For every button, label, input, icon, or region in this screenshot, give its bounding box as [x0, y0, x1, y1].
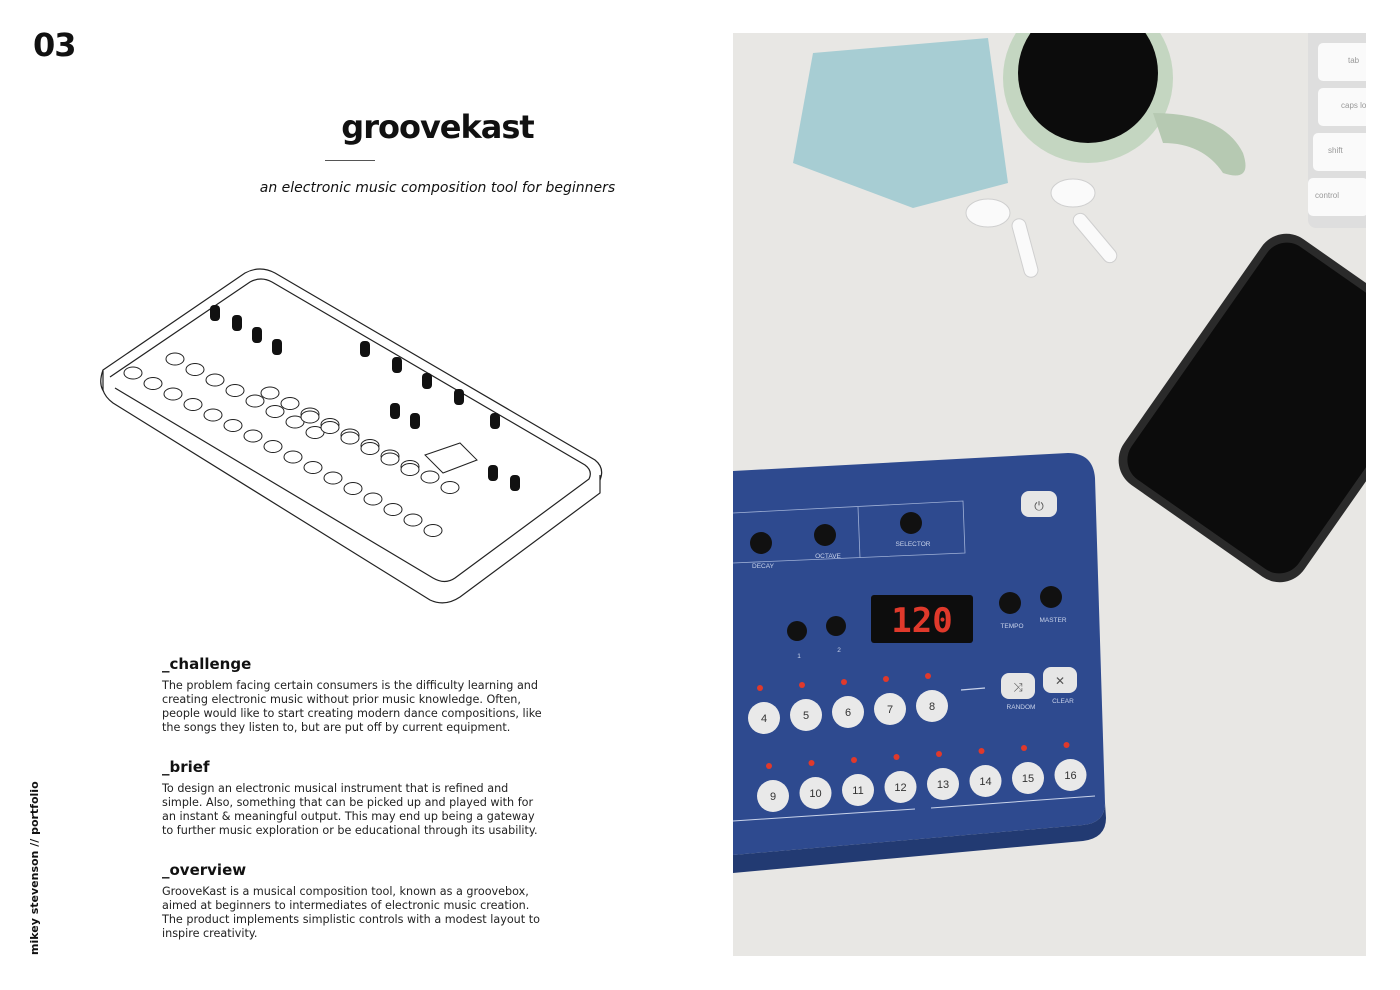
knob-selector[interactable] — [900, 512, 922, 534]
drawing-knob — [232, 315, 242, 331]
drawing-button — [301, 411, 319, 423]
step-label: 9 — [769, 791, 777, 803]
drawing-button — [261, 387, 279, 399]
step-led — [799, 682, 805, 688]
drawing-button — [184, 399, 202, 411]
drawing-button — [224, 420, 242, 432]
drawing-button — [344, 483, 362, 495]
drawing-button — [341, 432, 359, 444]
drawing-button — [264, 441, 282, 453]
drawing-button — [401, 464, 419, 476]
step-led — [766, 763, 772, 769]
step-led — [979, 748, 985, 754]
step-led — [757, 685, 763, 691]
page-subtitle: an electronic music composition tool for beginners — [259, 180, 616, 196]
drawing-knob — [390, 403, 400, 419]
groovebox-device — [733, 453, 1106, 873]
drawing-button — [324, 472, 342, 484]
label-2: 2 — [837, 647, 841, 654]
step-label: 11 — [852, 785, 864, 797]
knob-tempo[interactable] — [999, 592, 1021, 614]
step-label: 15 — [1021, 773, 1035, 785]
label-1: 1 — [797, 653, 801, 660]
step-label: 16 — [1064, 770, 1077, 782]
product-photo — [733, 33, 1366, 956]
close-icon: ✕ — [1054, 674, 1066, 688]
knob-octave[interactable] — [814, 524, 836, 546]
step-label: 6 — [844, 707, 852, 719]
overview-heading: _overview — [162, 861, 247, 879]
challenge-section — [162, 655, 547, 735]
portfolio-credit: mikey stevenson // portfolio — [28, 781, 41, 955]
step-led — [851, 757, 857, 763]
drawing-knob — [488, 465, 498, 481]
step-led — [936, 751, 942, 757]
label-octave: OCTAVE — [815, 553, 841, 560]
key-control: control — [1315, 191, 1340, 200]
brief-body: To design an electronic musical instrument that is refined and simple. Also, something that can be picked up and played with for an instant & meaningful output. This may end up being a gateway to further music exploration or be educational through its usability. — [162, 782, 538, 837]
challenge-heading: _challenge — [162, 655, 252, 673]
drawing-button — [204, 409, 222, 421]
drawing-button — [381, 453, 399, 465]
step-label: 8 — [928, 701, 936, 713]
drawing-button — [441, 482, 459, 494]
drawing-knob — [510, 475, 520, 491]
drawing-button — [364, 493, 382, 505]
overview-body: GrooveKast is a musical composition tool, known as a groovebox, aimed at beginners to intermediates of electronic music creation. The product implements simplistic controls with a modest layout to inspire creativity. — [162, 885, 540, 940]
knob-decay-left[interactable] — [750, 532, 772, 554]
step-label: 13 — [936, 779, 950, 791]
drawing-knob — [422, 373, 432, 389]
power-icon: ⏻ — [1034, 499, 1044, 513]
step-label: 14 — [979, 776, 992, 788]
drawing-knob — [490, 413, 500, 429]
drawing-button — [361, 443, 379, 455]
step-label: 5 — [802, 710, 810, 722]
overview-section — [162, 861, 547, 941]
key-caps: caps lo — [1341, 101, 1366, 110]
drawing-button — [266, 406, 284, 418]
label-decay: DECAY — [752, 563, 774, 570]
knob-2[interactable] — [826, 616, 846, 636]
drawing-button — [281, 398, 299, 410]
drawing-button — [166, 353, 184, 365]
drawing-knob — [252, 327, 262, 343]
drawing-button — [206, 374, 224, 386]
label-clear: CLEAR — [1052, 698, 1074, 705]
drawing-button — [404, 514, 422, 526]
label-selector: SELECTOR — [895, 541, 931, 548]
step-led — [809, 760, 815, 766]
key-tab: tab — [1348, 56, 1360, 65]
drawing-button — [284, 451, 302, 463]
drawing-knob — [392, 357, 402, 373]
step-led — [894, 754, 900, 760]
device-line-drawing — [95, 265, 605, 605]
brief-heading: _brief — [162, 758, 210, 776]
drawing-button — [421, 471, 439, 483]
drawing-knob — [360, 341, 370, 357]
drawing-button — [144, 378, 162, 390]
page-title: groovekast — [341, 108, 534, 146]
knob-1[interactable] — [787, 621, 807, 641]
knob-master[interactable] — [1040, 586, 1062, 608]
drawing-button — [321, 422, 339, 434]
brief-section — [162, 758, 547, 838]
drawing-button — [124, 367, 142, 379]
drawing-knob — [454, 389, 464, 405]
drawing-button — [424, 525, 442, 537]
shuffle-icon: ⤨ — [1013, 680, 1023, 694]
step-led — [841, 679, 847, 685]
step-led — [883, 676, 889, 682]
step-led — [925, 673, 931, 679]
product-scene — [733, 33, 1366, 956]
drawing-knob — [410, 413, 420, 429]
label-random: RANDOM — [1006, 704, 1036, 711]
drawing-button — [304, 462, 322, 474]
drawing-button — [244, 430, 262, 442]
key-shift: shift — [1328, 146, 1343, 155]
computer-keyboard — [1308, 33, 1366, 228]
step-led — [1064, 742, 1070, 748]
drawing-knob — [272, 339, 282, 355]
step-label: 4 — [760, 713, 768, 725]
step-label: 7 — [886, 704, 894, 716]
step-led — [1021, 745, 1027, 751]
drawing-button — [164, 388, 182, 400]
label-tempo: TEMPO — [1000, 623, 1024, 630]
step-label: 10 — [809, 788, 822, 800]
drawing-button — [384, 504, 402, 516]
drawing-button — [246, 395, 264, 407]
title-divider — [325, 160, 375, 161]
label-master: MASTER — [1039, 617, 1067, 624]
challenge-body: The problem facing certain consumers is the difficulty learning and creating electronic music without prior music knowledge. Often, people would like to start creating modern dance compositions, like the songs they listen to, but are put off by current equipment. — [162, 679, 542, 734]
drawing-knob — [210, 305, 220, 321]
step-label: 12 — [894, 782, 907, 794]
display-value: 120 — [891, 601, 953, 641]
page-number: 03 — [33, 26, 76, 64]
drawing-button — [226, 385, 244, 397]
drawing-button — [186, 364, 204, 376]
